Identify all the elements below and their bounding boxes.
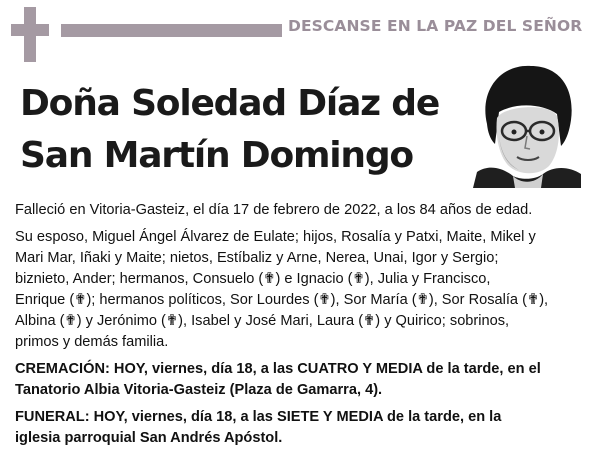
text-line: Tanatorio Albia Vitoria-Gasteiz (Plaza de Gamarra, 4). [15, 382, 383, 398]
text-line: CREMACIÓN: HOY, viernes, día 18, a las CUATRO Y MEDIA de la tarde, en el [15, 361, 541, 377]
death-notice-paragraph [15, 200, 587, 221]
family-paragraph [15, 227, 587, 353]
text-line: Albina (✟) y Jerónimo (✟), Isabel y José Mari, Laura (✟) y Quirico; sobrinos, [15, 313, 510, 329]
cremation-paragraph [15, 359, 587, 401]
text-line: Falleció en Vitoria-Gasteiz, el día 17 de febrero de 2022, a los 84 años de edad. [15, 202, 533, 218]
text-line: primos y demás familia. [15, 334, 169, 350]
header-divider-bar [61, 24, 282, 37]
obituary-body [15, 200, 587, 455]
text-line: Enrique (✟); hermanos políticos, Sor Lourdes (✟), Sor María (✟), Sor Rosalía (✟), [15, 292, 549, 308]
funeral-paragraph [15, 407, 587, 449]
deceased-name-line-1: Doña Soledad Díaz de [20, 83, 440, 124]
cross-icon [11, 7, 49, 62]
text-line: biznieto, Ander; hermanos, Consuelo (✟) e Ignacio (✟), Julia y Francisco, [15, 271, 491, 287]
text-line: iglesia parroquial San Andrés Apóstol. [15, 430, 283, 446]
text-line: FUNERAL: HOY, viernes, día 18, a las SIETE Y MEDIA de la tarde, en la [15, 409, 502, 425]
portrait-photo [473, 60, 581, 188]
text-line: Su esposo, Miguel Ángel Álvarez de Eulate; hijos, Rosalía y Patxi, Maite, Mikel y [15, 229, 536, 245]
text-line: Mari Mar, Iñaki y Maite; nietos, Estíbaliz y Arne, Nerea, Unai, Igor y Sergio; [15, 250, 499, 266]
deceased-name-line-2: San Martín Domingo [20, 135, 413, 176]
header-title: DESCANSE EN LA PAZ DEL SEÑOR [288, 17, 583, 35]
deceased-name [20, 78, 480, 182]
